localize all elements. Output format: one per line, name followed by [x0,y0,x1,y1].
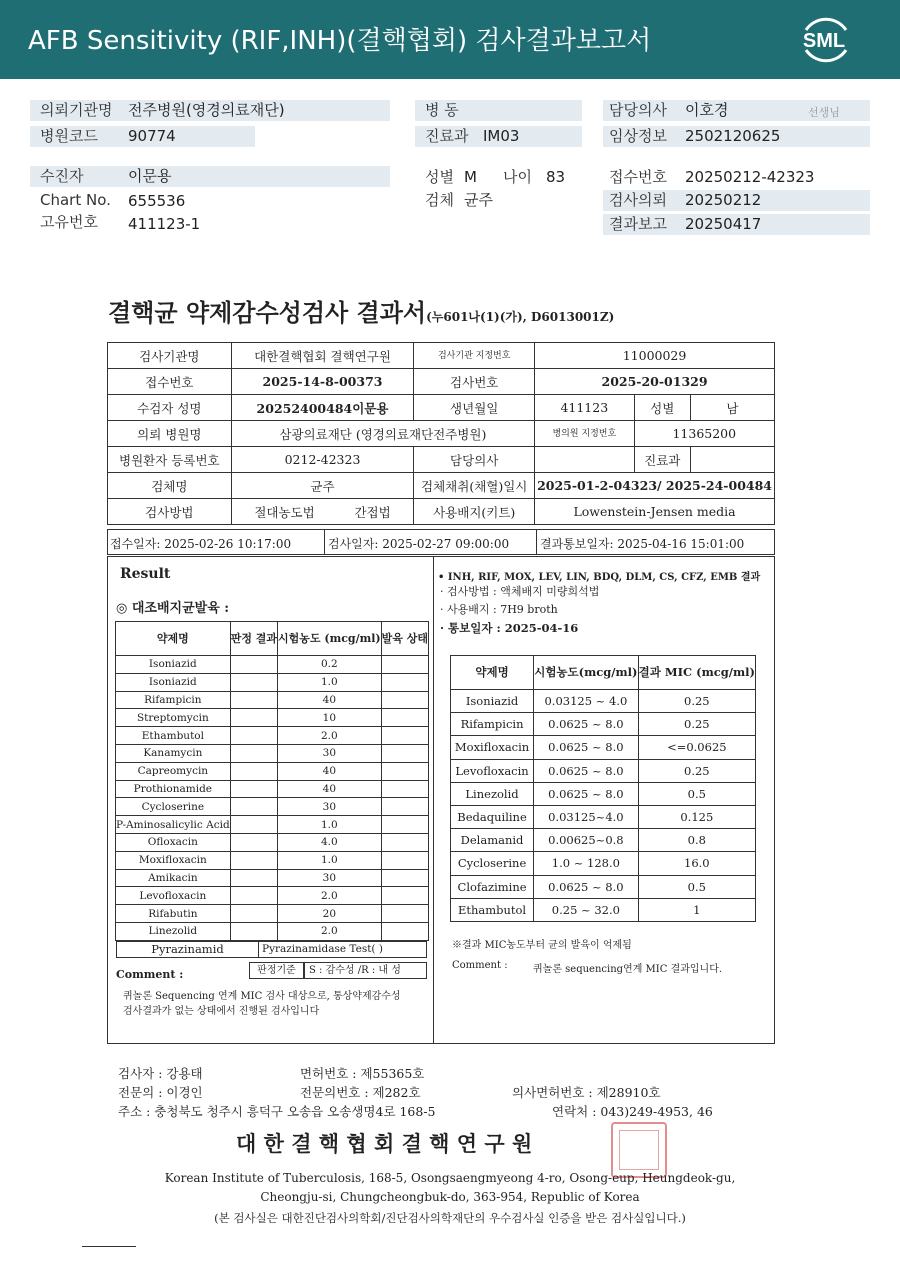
organization-name: 대 한 결 핵 협 회 결 핵 연 구 원 [236,1131,533,1156]
request-label: 검사의뢰 [609,191,667,209]
cell-judgement [230,709,277,727]
phone: 연락처 : 043)249-4953, 46 [552,1104,713,1119]
cell-drug: Cycloserine [116,798,231,816]
cell-mic: 0.25 [638,690,755,713]
criteria-label: 판정기준 [249,962,304,979]
collect-value: 2025-01-2-04323/ 2025-24-00484 [535,473,775,499]
cell-mic: <=0.0625 [638,736,755,759]
cell-drug: Kanamycin [116,744,231,762]
cell-judgement [230,780,277,798]
document-title-suffix: (누601나(1)(가), D6013001Z) [426,310,615,324]
cell-range: 0.0625 ~ 8.0 [534,759,639,782]
cell-range: 0.0625 ~ 8.0 [534,875,639,898]
test-no-label: 검사번호 [414,369,535,395]
logo-text: SML [802,30,846,52]
receipt-no-value: 2025-14-8-00373 [231,369,414,395]
cell-growth [381,869,428,887]
mic-footnote: ※결과 MIC농도부터 균의 발육이 억제됨 [452,940,632,951]
cell-range: 0.0625 ~ 8.0 [534,736,639,759]
cell-drug: Moxifloxacin [451,736,534,759]
cell-mic: 0.5 [638,875,755,898]
cell-range: 0.25 ~ 32.0 [534,898,639,921]
table-row [451,736,756,759]
cell-range: 0.03125~4.0 [534,805,639,828]
cell-mic: 0.5 [638,782,755,805]
cell-drug: Isoniazid [451,690,534,713]
cell-drug: Prothionamide [116,780,231,798]
attending-value [535,447,635,473]
cell-drug: Linezolid [451,782,534,805]
address-en-2: Cheongju-si, Chungcheongbuk-do, 363-954, Republic of Korea [260,1190,640,1204]
mic-table [450,655,756,922]
cell-judgement [230,798,277,816]
cell-judgement [230,833,277,851]
cell-judgement [230,656,277,674]
age-label: 나이 [503,168,532,186]
mic-medium-line: · 사용배지 : 7H9 broth [440,603,558,616]
birth-value: 411123 [535,395,635,421]
patient-label: 수진자 [40,167,84,185]
address: 주소 : 충청북도 청주시 흥덕구 오송읍 오송생명4로 168-5 [118,1104,436,1119]
cell-drug: Rifabutin [116,905,231,923]
cell-drug: Ofloxacin [116,833,231,851]
cell-growth [381,887,428,905]
patient-info-table [107,342,775,525]
receipt-no-label: 접수번호 [108,369,232,395]
cell-judgement [230,922,277,940]
cell-mic: 0.8 [638,829,755,852]
doctor-label: 담당의사 [609,101,667,119]
cell-range: 0.0625 ~ 8.0 [534,713,639,736]
method-1: 절대농도법 [254,504,315,520]
cell-judgement [230,744,277,762]
document-title [108,293,614,328]
cell-concentration: 40 [278,762,382,780]
mic-col-drug: 약제명 [451,656,534,690]
cell-concentration: 1.0 [278,816,382,834]
cell-drug: P-Aminosalicylic Acid [116,816,231,834]
mic-notify-line: · 통보일자 : 2025-04-16 [440,621,579,635]
cell-drug: Moxifloxacin [116,851,231,869]
address-en-1: Korean Institute of Tuberculosis, 168-5, Osongsaengmyeong 4-ro, Osong-eup, Heungdeok-gu, [164,1171,736,1185]
cell-concentration: 0.2 [278,656,382,674]
cell-drug: Clofazimine [451,875,534,898]
cell-judgement [230,673,277,691]
cell-drug: Capreomycin [116,762,231,780]
col-judgement: 판정 결과 [230,622,277,656]
table-row [116,727,429,745]
unique-no-value: 411123-1 [128,215,201,233]
result-heading: Result [120,566,171,582]
cell-judgement [230,762,277,780]
medium-label: 사용배지(키트) [414,499,535,525]
mic-method-line: · 검사방법 : 액체배지 미량희석법 [440,585,600,598]
cell-growth [381,656,428,674]
specimen-name-value: 균주 [231,473,414,499]
reg-no-label: 병원환자 등록번호 [108,447,232,473]
hosp-code-label: 병의원 지정번호 [535,421,635,447]
hospital-code-value: 90774 [128,127,176,145]
cell-concentration: 1.0 [278,851,382,869]
department-value [690,447,774,473]
method-2: 간접법 [354,504,391,520]
cell-judgement [230,816,277,834]
specialist: 전문의 : 이경인 [118,1085,203,1100]
mic-col-range: 시험농도(mcg/ml) [534,656,639,690]
hospital-name-value: 삼광의료재단 (영경의료재단전주병원) [231,421,534,447]
cell-growth [381,762,428,780]
cell-concentration: 30 [278,869,382,887]
table-row [116,816,429,834]
specimen-name-label: 검체명 [108,473,232,499]
cell-concentration: 2.0 [278,887,382,905]
doctor-license-no: 의사면허번호 : 제28910호 [512,1085,661,1100]
notify-date: 결과통보일자: 2025-04-16 15:01:00 [540,537,745,551]
table-row [451,690,756,713]
cell-growth [381,798,428,816]
table-row [116,798,429,816]
cell-drug: Cycloserine [451,852,534,875]
specimen-value: 균주 [464,191,493,209]
cell-judgement [230,851,277,869]
absolute-method-table [115,621,429,941]
cell-judgement [230,869,277,887]
method-label: 검사방법 [108,499,232,525]
pza-label: Pyrazinamid [116,941,259,958]
table-row [451,805,756,828]
left-comment-label: Comment : [116,968,184,981]
cell-mic: 0.25 [638,713,755,736]
cell-drug: Rifampicin [451,713,534,736]
cell-concentration: 20 [278,905,382,923]
table-row [116,656,429,674]
seal-stamp [611,1122,667,1178]
received-date: 접수일자: 2025-02-26 10:17:00 [110,537,292,551]
mic-drugs-line: • INH, RIF, MOX, LEV, LIN, BDQ, DLM, CS, CFZ, EMB 결과 [438,572,761,583]
report-date-value: 20250417 [685,215,762,233]
col-drug: 약제명 [116,622,231,656]
gender-label: 성별 [634,395,690,421]
cell-mic: 16.0 [638,852,755,875]
control-growth-heading: ◎ 대조배지균발육 : [116,601,230,616]
cell-range: 0.0625 ~ 8.0 [534,782,639,805]
criteria-value: S : 감수성 /R : 내 성 [304,962,427,979]
report-date-label: 결과보고 [609,215,667,233]
cell-judgement [230,691,277,709]
gender-value: 남 [690,395,774,421]
table-row [116,709,429,727]
cell-range: 0.00625~0.8 [534,829,639,852]
chart-no-value: 655536 [128,192,186,210]
cell-growth [381,780,428,798]
cell-mic: 0.125 [638,805,755,828]
table-row [451,898,756,921]
cell-concentration: 40 [278,780,382,798]
table-row [451,875,756,898]
cell-judgement [230,905,277,923]
ward-label: 병 동 [425,101,459,119]
unique-no-label: 고유번호 [40,213,98,231]
right-comment-label: Comment : [452,960,508,971]
cell-growth [381,673,428,691]
cell-growth [381,851,428,869]
table-row [116,780,429,798]
medium-value: Lowenstein-Jensen media [535,499,775,525]
cell-mic: 0.25 [638,759,755,782]
clinical-value: 2502120625 [685,127,781,145]
cell-judgement [230,887,277,905]
cell-drug: Amikacin [116,869,231,887]
receipt-label: 접수번호 [609,168,667,186]
cell-drug: Ethambutol [116,727,231,745]
sml-logo [796,12,856,66]
tester: 검사자 : 강용태 [118,1066,203,1081]
table-row [116,851,429,869]
cell-concentration: 1.0 [278,673,382,691]
cell-drug: Levofloxacin [116,887,231,905]
cell-concentration: 10 [278,709,382,727]
hosp-code-value: 11365200 [634,421,774,447]
mic-col-result: 결과 MIC (mcg/ml) [638,656,755,690]
specimen-label: 검체 [425,191,454,209]
cell-concentration: 4.0 [278,833,382,851]
cell-growth [381,922,428,940]
dept-value: IM03 [483,127,520,145]
request-value: 20250212 [685,191,762,209]
cell-drug: Isoniazid [116,656,231,674]
doctor-value: 이호경 [685,101,729,119]
table-row [451,852,756,875]
cell-growth [381,833,428,851]
cell-growth [381,709,428,727]
cell-drug: Rifampicin [116,691,231,709]
age-value: 83 [546,168,566,186]
table-row [116,905,429,923]
cell-growth [381,816,428,834]
table-row [451,759,756,782]
cell-drug: Delamanid [451,829,534,852]
chart-no-label: Chart No. [40,191,111,209]
table-row [116,691,429,709]
cell-drug: Isoniazid [116,673,231,691]
attending-label: 담당의사 [414,447,535,473]
table-row [116,673,429,691]
dept-label: 진료과 [425,127,469,145]
report-title: AFB Sensitivity (RIF,INH)(결핵협회) 검사결과보고서 [28,26,652,56]
cell-concentration: 40 [278,691,382,709]
table-row [451,713,756,736]
report-header [0,0,900,79]
test-date: 검사일자: 2025-02-27 09:00:00 [328,537,510,551]
cell-concentration: 30 [278,744,382,762]
cell-drug: Levofloxacin [451,759,534,782]
lab-code-label: 검사기관 지정번호 [414,343,535,369]
cell-range: 1.0 ~ 128.0 [534,852,639,875]
specialist-no: 전문의번호 : 제282호 [300,1085,421,1100]
sex-label: 성별 [425,168,454,186]
birth-label: 생년월일 [414,395,535,421]
document-title-main: 결핵균 약제감수성검사 결과서 [108,298,427,327]
col-growth: 발육 상태 [381,622,428,656]
dates-row [107,529,775,555]
cell-drug: Streptomycin [116,709,231,727]
pza-test: Pyrazinamidase Test( ) [258,941,427,958]
clinical-label: 임상정보 [609,127,667,145]
lab-name-value: 대한결핵협회 결핵연구원 [231,343,414,369]
license-no: 면허번호 : 제55365호 [300,1066,425,1081]
institution-value: 전주병원(영경의료재단) [128,101,285,119]
cell-mic: 1 [638,898,755,921]
left-comment-line1: 퀴놀론 Sequencing 연계 MIC 검사 대상으로, 통상약제감수성 [123,991,401,1002]
lab-name-label: 검사기관명 [108,343,232,369]
table-row [116,922,429,940]
examinee-value: 20252400484이문용 [231,395,414,421]
sex-value: M [464,168,477,186]
cell-drug: Linezolid [116,922,231,940]
lab-code-value: 11000029 [535,343,775,369]
patient-value: 이문용 [128,167,172,185]
cell-concentration: 2.0 [278,727,382,745]
receipt-value: 20250212-42323 [685,168,815,186]
table-row [116,833,429,851]
hospital-name-label: 의뢰 병원명 [108,421,232,447]
table-row [116,887,429,905]
cell-growth [381,905,428,923]
col-concentration: 시험농도 (mcg/ml) [278,622,382,656]
collect-label: 검체채취(채혈)일시 [414,473,535,499]
cell-range: 0.03125 ~ 4.0 [534,690,639,713]
department-label: 진료과 [634,447,690,473]
cell-concentration: 30 [278,798,382,816]
method-value [231,499,414,525]
reg-no-value: 0212-42323 [231,447,414,473]
table-row [451,782,756,805]
cell-drug: Ethambutol [451,898,534,921]
table-row [116,869,429,887]
cell-judgement [230,727,277,745]
table-row [116,762,429,780]
certification-note: (본 검사실은 대한진단검사의학회/진단검사의학재단의 우수검사실 인증을 받은 검사실입니다.) [214,1211,686,1225]
table-row [116,744,429,762]
left-comment-line2: 검사결과가 없는 상태에서 진행된 검사입니다 [123,1006,320,1017]
divider-line [82,1246,136,1247]
test-no-value: 2025-20-01329 [535,369,775,395]
table-row [451,829,756,852]
examinee-label: 수검자 성명 [108,395,232,421]
cell-concentration: 2.0 [278,922,382,940]
hospital-code-label: 병원코드 [40,127,98,145]
cell-drug: Bedaquiline [451,805,534,828]
cell-growth [381,727,428,745]
cell-growth [381,744,428,762]
right-comment-text: 퀴놀론 sequencing연계 MIC 결과입니다. [533,964,723,975]
cell-growth [381,691,428,709]
institution-label: 의뢰기관명 [40,101,113,119]
doctor-suffix: 선생님 [808,106,840,119]
